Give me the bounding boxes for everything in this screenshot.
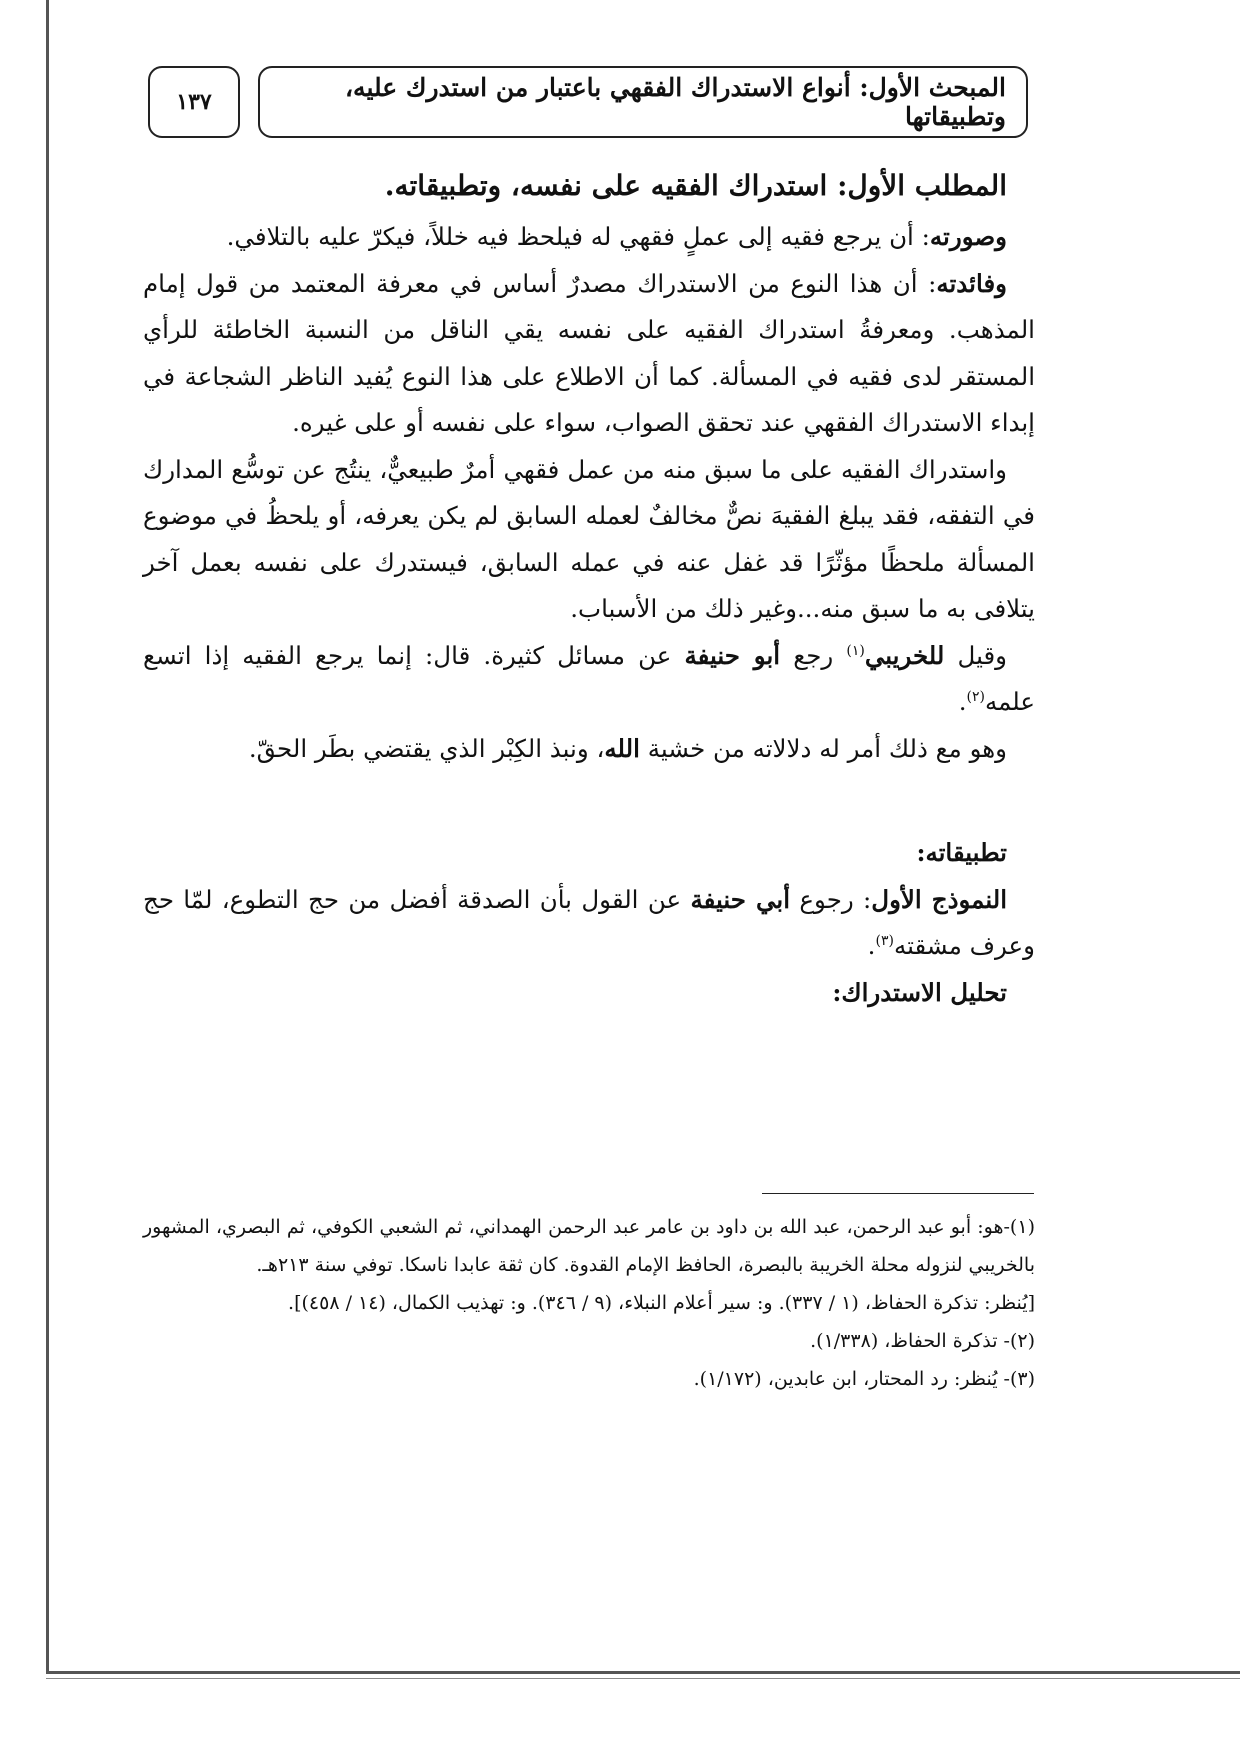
footnote-ref-1[interactable]: (١) xyxy=(846,642,865,659)
footnote-1-references: [يُنظر: تذكرة الحفاظ، (١ / ٣٣٧). و: سير أعلام النبلاء، (٩ / ٣٤٦). و: تهذيب الكمال، (١٤ / ٤٥٨)]. xyxy=(288,1292,1035,1314)
name-khuraybi: للخريبي xyxy=(864,640,945,670)
footnote-3: (٣)- يُنظر: رد المحتار، ابن عابدين، (١/١٧٢). xyxy=(693,1368,1035,1390)
paragraph-khuraybi xyxy=(143,633,1035,726)
name-abi-hanifa: أبي حنيفة xyxy=(690,884,791,914)
paragraph-form xyxy=(143,214,1035,261)
footnote-ref-3[interactable]: (٣) xyxy=(875,932,894,949)
form-text: : أن يرجع فقيه إلى عملٍ فقهي له فيلحظ فيه خللاً، فيكرّ عليه بالتلافي. xyxy=(226,222,930,251)
footnote-2: (٢)- تذكرة الحفاظ، (١/٣٣٨). xyxy=(810,1330,1035,1352)
footnotes xyxy=(143,1208,1035,1398)
paragraph-benefit xyxy=(143,261,1035,447)
page-border-bottom-shadow xyxy=(46,1678,1240,1679)
benefit-label: وفائدته xyxy=(936,268,1007,298)
text-run: رجع xyxy=(780,640,847,670)
text-run: عن مسائل كثيرة. قال: إنما يرجع الفقيه إذا اتسع علمه xyxy=(143,640,1035,716)
spacer xyxy=(143,772,1035,830)
page-border-left xyxy=(46,0,49,1674)
page-number: ١٣٧ xyxy=(176,89,212,115)
name-abu-hanifa: أبو حنيفة xyxy=(684,640,781,670)
text-run: وهو مع ذلك أمر له دلالاته من خشية xyxy=(639,733,1007,763)
text-run: عن القول بأن الصدقة أفضل من حج التطوع، لمّا حج وعرف مشقته xyxy=(143,884,1035,960)
form-label: وصورته xyxy=(929,222,1007,251)
page-number-box xyxy=(148,66,240,138)
text-run: . xyxy=(867,931,876,960)
text-run: وقيل xyxy=(944,640,1008,670)
analysis-heading: تحليل الاستدراك: xyxy=(832,977,1007,1007)
paragraph-humility xyxy=(143,726,1035,773)
footnote-ref-2[interactable]: (٢) xyxy=(966,688,985,705)
model-label: النموذج الأول xyxy=(871,884,1007,914)
running-header-title: المبحث الأول: أنواع الاستدراك الفقهي باعتبار من استدرك عليه، وتطبيقاتها xyxy=(344,73,1006,131)
name-allah: الله xyxy=(604,733,640,763)
footnote-separator xyxy=(762,1193,1034,1194)
applications-heading: تطبيقاته: xyxy=(916,838,1007,867)
benefit-text: : أن هذا النوع من الاستدراك مصدرٌ أساس في معرفة المعتمد من قول إمام المذهب. ومعرفةُ استدراك الفقيه على نفسه يقي الناقل من النسبة الخاطئة للرأي المستقر لدى فقيه في المسألة. كما أن الاطلاع على هذا النوع يُفيد الناظر الشجاعة في إبداء الاستدراك الفقهي عند تحقق الصواب، سواء على نفسه أو على غيره. xyxy=(143,268,1035,437)
running-header xyxy=(258,66,1028,138)
text-run: : رجوع xyxy=(790,884,872,914)
footnote-1: (١)-هو: أبو عبد الرحمن، عبد الله بن داود بن عامر عبد الرحمن الهمداني، ثم الشعبي الكوفي، ثم البصري، المشهور بالخريبي لنزوله محلة الخريبة بالبصرة، الحافظ الإمام القدوة. كان ثقة عابدا ناسكا. توفي سنة ٢١٣هـ. xyxy=(143,1216,1035,1276)
page-border-bottom xyxy=(46,1671,1240,1674)
main-content xyxy=(143,158,1035,1016)
paragraph-nature: واستدراك الفقيه على ما سبق منه من عمل فقهي أمرٌ طبيعيٌّ، ينتُج عن توسُّع المدارك في التفقه، فقد يبلغ الفقيهَ نصٌّ مخالفٌ لعمله السابق لم يكن يعرفه، أو يلحظُ في موضوع المسألة ملحظًا مؤثّرًا قد غفل عنه في عمله السابق، فيستدرك على نفسه بعمل آخر يتلافى به ما سبق منه...وغير ذلك من الأسباب. xyxy=(143,454,1035,623)
paragraph-model-one xyxy=(143,877,1035,970)
text-run: ، ونبذ الكِبْر الذي يقتضي بطَر الحقّ. xyxy=(248,733,605,763)
section-title: المطلب الأول: استدراك الفقيه على نفسه، وتطبيقاته. xyxy=(384,169,1007,202)
text-run: . xyxy=(958,687,967,716)
